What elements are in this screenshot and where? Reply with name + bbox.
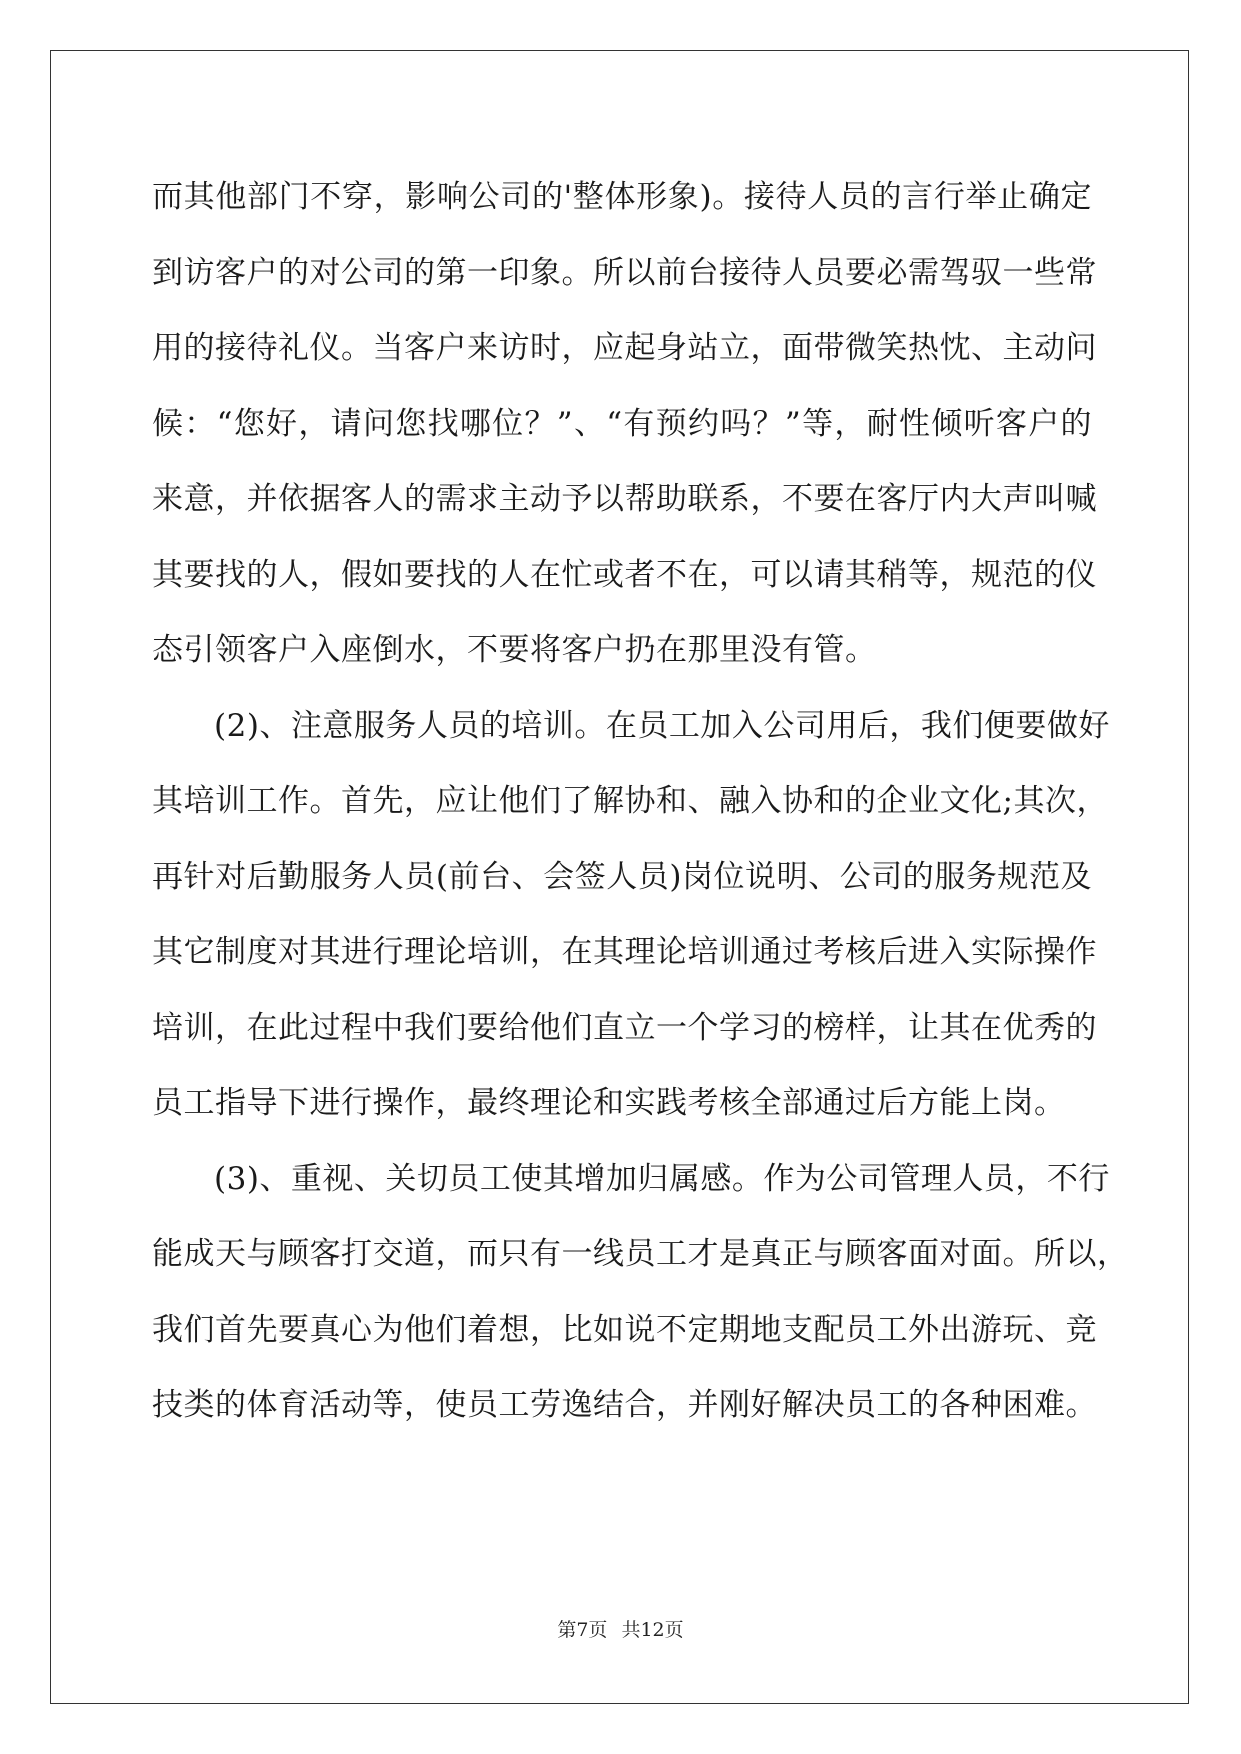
text-line: 员工指导下进行操作，最终理论和实践考核全部通过后方能上岗。 <box>152 1085 1066 1121</box>
text-line: 能成天与顾客打交道，而只有一线员工才是真正与顾客面对面。所以， <box>152 1236 1129 1272</box>
page-number: 第7页 <box>557 1619 608 1641</box>
text-line: 其培训工作。首先，应让他们了解协和、融入协和的企业文化;其次， <box>152 783 1108 819</box>
text-line: (3)、重视、关切员工使其增加归属感。作为公司管理人员，不行 <box>214 1160 1110 1197</box>
text-line: 培训，在此过程中我们要给他们直立一个学习的榜样，让其在优秀的 <box>152 1009 1097 1046</box>
text-line: 其要找的人，假如要找的人在忙或者不在，可以请其稍等，规范的仪 <box>152 556 1097 593</box>
page-total: 共12页 <box>621 1619 684 1641</box>
text-line: (2)、注意服务人员的培训。在员工加入公司用后，我们便要做好 <box>214 707 1110 744</box>
text-line: 来意，并依据客人的需求主动予以帮助联系，不要在客厅内大声叫喊 <box>152 481 1097 517</box>
page-footer <box>0 1615 1241 1642</box>
text-line: 技类的体育活动等，使员工劳逸结合，并刚好解决员工的各种困难。 <box>152 1387 1097 1423</box>
text-line: 我们首先要真心为他们着想，比如说不定期地支配员工外出游玩、竞 <box>152 1311 1097 1348</box>
text-line: 其它制度对其进行理论培训，在其理论培训通过考核后进入实际操作 <box>152 934 1097 970</box>
body-text <box>152 160 1129 1444</box>
text-line: 候：“您好，请问您找哪位？”、“有预约吗？”等，耐性倾听客户的 <box>152 405 1092 442</box>
text-line: 而其他部门不穿，影响公司的'整体形象)。接待人员的言行举止确定 <box>152 179 1092 215</box>
text-line: 态引领客户入座倒水，不要将客户扔在那里没有管。 <box>152 632 877 668</box>
text-line: 用的接待礼仪。当客户来访时，应起身站立，面带微笑热忱、主动问 <box>152 330 1097 366</box>
text-line: 到访客户的对公司的第一印象。所以前台接待人员要必需驾驭一些常 <box>152 254 1097 291</box>
text-line: 再针对后勤服务人员(前台、会签人员)岗位说明、公司的服务规范及 <box>152 858 1092 895</box>
